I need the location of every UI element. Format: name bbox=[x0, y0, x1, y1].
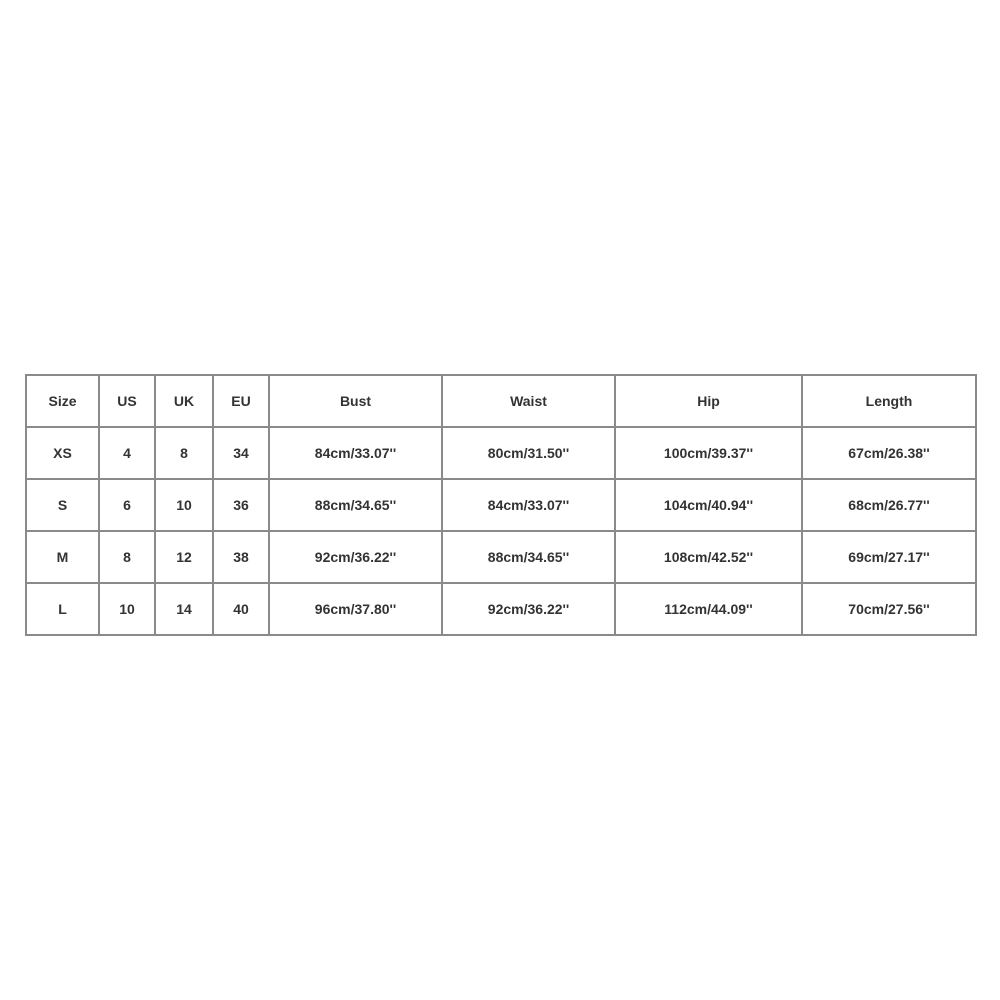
header-length: Length bbox=[802, 375, 976, 427]
cell-bust: 84cm/33.07'' bbox=[269, 427, 442, 479]
cell-uk: 12 bbox=[155, 531, 213, 583]
cell-size: S bbox=[26, 479, 99, 531]
header-hip: Hip bbox=[615, 375, 802, 427]
cell-hip: 112cm/44.09'' bbox=[615, 583, 802, 635]
cell-bust: 88cm/34.65'' bbox=[269, 479, 442, 531]
size-chart-table bbox=[25, 374, 977, 636]
cell-size: L bbox=[26, 583, 99, 635]
cell-uk: 14 bbox=[155, 583, 213, 635]
table-row bbox=[26, 531, 976, 583]
cell-uk: 10 bbox=[155, 479, 213, 531]
table-header-row bbox=[26, 375, 976, 427]
cell-us: 6 bbox=[99, 479, 155, 531]
table-row bbox=[26, 479, 976, 531]
cell-size: M bbox=[26, 531, 99, 583]
cell-size: XS bbox=[26, 427, 99, 479]
header-waist: Waist bbox=[442, 375, 615, 427]
cell-eu: 40 bbox=[213, 583, 269, 635]
cell-waist: 92cm/36.22'' bbox=[442, 583, 615, 635]
cell-hip: 100cm/39.37'' bbox=[615, 427, 802, 479]
cell-length: 67cm/26.38'' bbox=[802, 427, 976, 479]
header-uk: UK bbox=[155, 375, 213, 427]
header-us: US bbox=[99, 375, 155, 427]
header-size: Size bbox=[26, 375, 99, 427]
cell-waist: 88cm/34.65'' bbox=[442, 531, 615, 583]
cell-uk: 8 bbox=[155, 427, 213, 479]
cell-eu: 36 bbox=[213, 479, 269, 531]
cell-length: 70cm/27.56'' bbox=[802, 583, 976, 635]
cell-us: 8 bbox=[99, 531, 155, 583]
cell-waist: 84cm/33.07'' bbox=[442, 479, 615, 531]
table-row bbox=[26, 583, 976, 635]
cell-us: 4 bbox=[99, 427, 155, 479]
table-row bbox=[26, 427, 976, 479]
cell-eu: 38 bbox=[213, 531, 269, 583]
cell-length: 68cm/26.77'' bbox=[802, 479, 976, 531]
cell-length: 69cm/27.17'' bbox=[802, 531, 976, 583]
header-eu: EU bbox=[213, 375, 269, 427]
cell-bust: 92cm/36.22'' bbox=[269, 531, 442, 583]
cell-us: 10 bbox=[99, 583, 155, 635]
cell-waist: 80cm/31.50'' bbox=[442, 427, 615, 479]
cell-eu: 34 bbox=[213, 427, 269, 479]
cell-bust: 96cm/37.80'' bbox=[269, 583, 442, 635]
header-bust: Bust bbox=[269, 375, 442, 427]
cell-hip: 108cm/42.52'' bbox=[615, 531, 802, 583]
cell-hip: 104cm/40.94'' bbox=[615, 479, 802, 531]
